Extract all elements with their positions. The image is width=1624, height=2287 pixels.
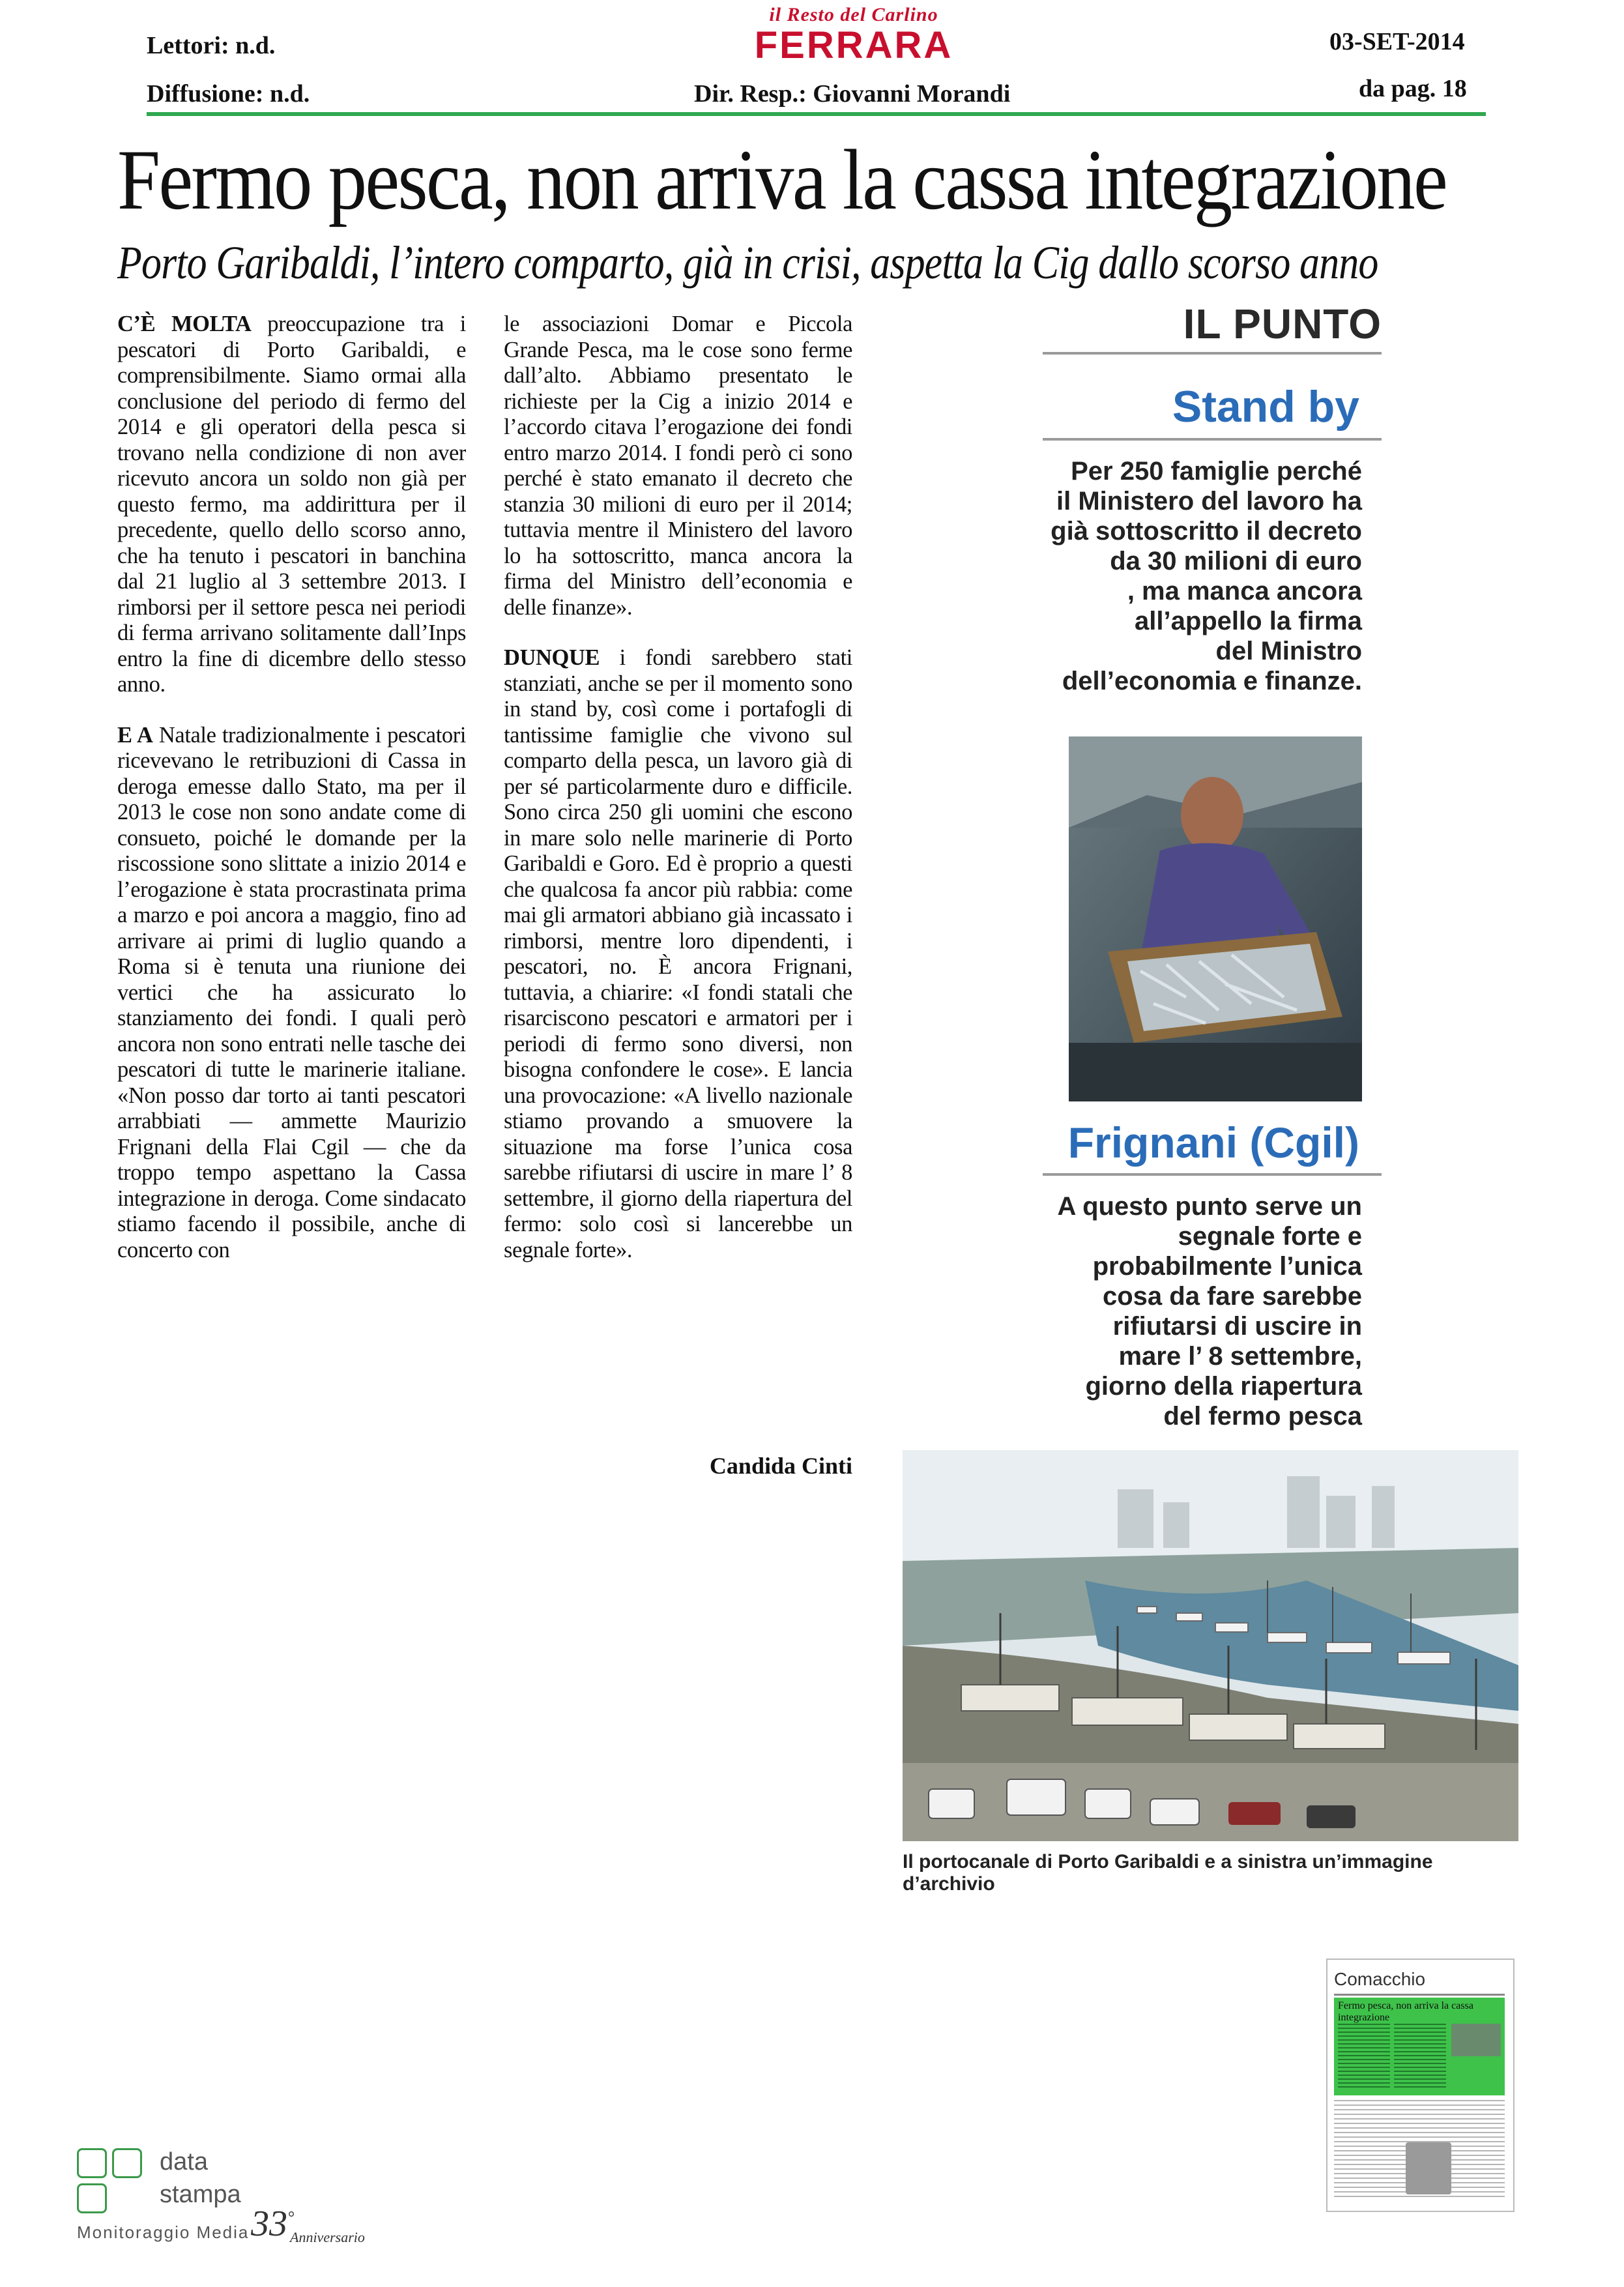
paragraph: i fondi sarebbero stati stanziati, anche se per il momento sono in stand by, così come i portafogli di tantissime famiglie che vivono sul comparto della pesca, un lavoro già di per sé particolarmente duro e difficile. Sono circa 250 gli uomini che escono in mare solo nelle marinerie di Porto Garibaldi e Goro. Ed è proprio a questi che qualcosa fa ancor più rabbia: come mai gli armatori abbiano già incassato i rimborsi, mentre loro dipendenti, i pescatori, no. È ancora Frignani, tuttavia, a chiarire: «I fondi statali che risarciscono pescatori e armatori per i periodi di fermo sono diversi, non bisogna confondere le cose». E lancia una provocazione: «A livello nazionale stiamo provando a smuovere la situazione ma forse l’unica cosa sarebbe rifiutarsi di uscire in mare l’ 8 settembre, il giorno della riapertura del fermo: solo così si lancerebbe un segnale forte». [504, 645, 852, 1262]
paragraph: Natale tradizionalmente i pescatori ricevevano le retribuzioni di Cassa in deroga emesse dallo Stato, ma per il 2013 le cose non sono andate come di consueto, poiché le domande per la riscossione sono slittate a inizio 2014 e l’erogazione è stata procrastinata prima a marzo e poi ancora a maggio, fino ad arrivare ai primi di luglio quando a Roma si è tenuta una riunione dei vertici che ha assicurato lo stanziamento dei fondi. I quali però ancora non sono entrati nelle tasche dei pescatori di tutte le marinerie italiane. «Non posso dar torto ai tanti pescatori arrabbiati — ammette Maurizio Frignani della Flai Cgil — che da troppo tempo aspettano la Cassa integrazione in deroga. Come sindacato stiamo facendo il possibile, anche di concerto con [117, 722, 466, 1262]
logo-square-icon [77, 2148, 107, 2178]
divider [1043, 1173, 1382, 1176]
lead-in: E A [117, 722, 153, 748]
article-title: Fermo pesca, non arriva la cassa integrazione [117, 132, 1447, 227]
anniversary-label: Anniversario [290, 2229, 365, 2245]
divider [1043, 352, 1382, 355]
paragraph: le associazioni Domar e Piccola Grande Pesca, ma le cose sono ferme dall’alto. Abbiamo presentato le richieste per la Cig a inizio 2014 e l’accordo citava l’erogazione dei fondi entro marzo 2014. I fondi però ci sono perché è stato emanato il decreto che stanzia 30 milioni di euro per il 2014; tuttavia mentre il Ministero del lavoro lo ha sottoscritto, manca ancora la firma del Ministro dell’economia e delle finanze». [504, 312, 852, 620]
date-label: 03-SET-2014 [1329, 28, 1465, 55]
author-signature: Candida Cinti [709, 1453, 852, 1479]
logo-text-stampa: stampa [160, 2181, 241, 2208]
header-rule [147, 112, 1486, 116]
editor-label: Dir. Resp.: Giovanni Morandi [694, 80, 1011, 108]
article-subtitle: Porto Garibaldi, l’intero comparto, già in crisi, aspetta la Cig dallo scorso anno [117, 237, 1378, 289]
paragraph: preoccupazione tra i pescatori di Porto Garibaldi, e comprensibilmente. Siamo ormai alla conclusione del periodo di fermo del 2014 e gli operatori della pesca si trovano nella condizione di non aver ricevuto ancora un soldo non già per questo fermo, ma addirittura per il precedente, quello dello scorso anno, che ha tenuto i pescatori in banchina dal 21 luglio al 3 settembre 2013. I rimborsi per il settore pesca nei periodi di ferma arrivano solitamente dall’Inps entro la fine di dicembre dello stesso anno. [117, 312, 466, 697]
page-label: da pag. 18 [1359, 75, 1467, 102]
archive-photo [1069, 736, 1362, 1101]
divider [1043, 438, 1382, 441]
box2-title: Frignani (Cgil) [1067, 1118, 1359, 1167]
logo-square-icon [112, 2148, 142, 2178]
box1-text: Per 250 famiglie perché il Ministero del lavoro ha già sottoscritto il decreto da 30 milioni di euro , ma manca ancora all’appello la firma del Ministro dell’economia e finanze. [1051, 457, 1362, 695]
logo-text-data: data [160, 2148, 208, 2176]
article-column-1 [117, 312, 466, 1472]
readers-label: Lettori: n.d. [147, 32, 276, 59]
lead-in: C’È MOLTA [117, 312, 252, 336]
thumbnail-highlight [1334, 1998, 1505, 2095]
anniversary-number: 33° [251, 2204, 295, 2244]
logo-tagline: Monitoraggio Media [77, 2222, 250, 2242]
article-column-2 [504, 312, 852, 1446]
thumbnail-headline: Fermo pesca, non arriva la cassa integrazione [1338, 2000, 1473, 2023]
logo-square-icon [77, 2183, 107, 2213]
lead-in: DUNQUE [504, 645, 600, 670]
photo-caption: Il portocanale di Porto Garibaldi e a sinistra un’immagine d’archivio [903, 1851, 1433, 1895]
masthead-top: il Resto del Carlino [769, 4, 938, 25]
distribution-label: Diffusione: n.d. [147, 80, 310, 108]
thumbnail-section: Comacchio [1334, 1969, 1426, 1989]
box2-text: A questo punto serve un segnale forte e probabilmente l’unica cosa da fare sarebbe rifiutarsi di uscire in mare l’ 8 settembre, giorno della riapertura del fermo pesca [1057, 1192, 1362, 1431]
page-thumbnail [1326, 1959, 1515, 2212]
masthead-logo: FERRARA [754, 24, 953, 66]
harbor-photo [903, 1450, 1518, 1841]
box1-title: Stand by [1172, 382, 1359, 431]
sidebar-kicker: IL PUNTO [1183, 300, 1382, 347]
